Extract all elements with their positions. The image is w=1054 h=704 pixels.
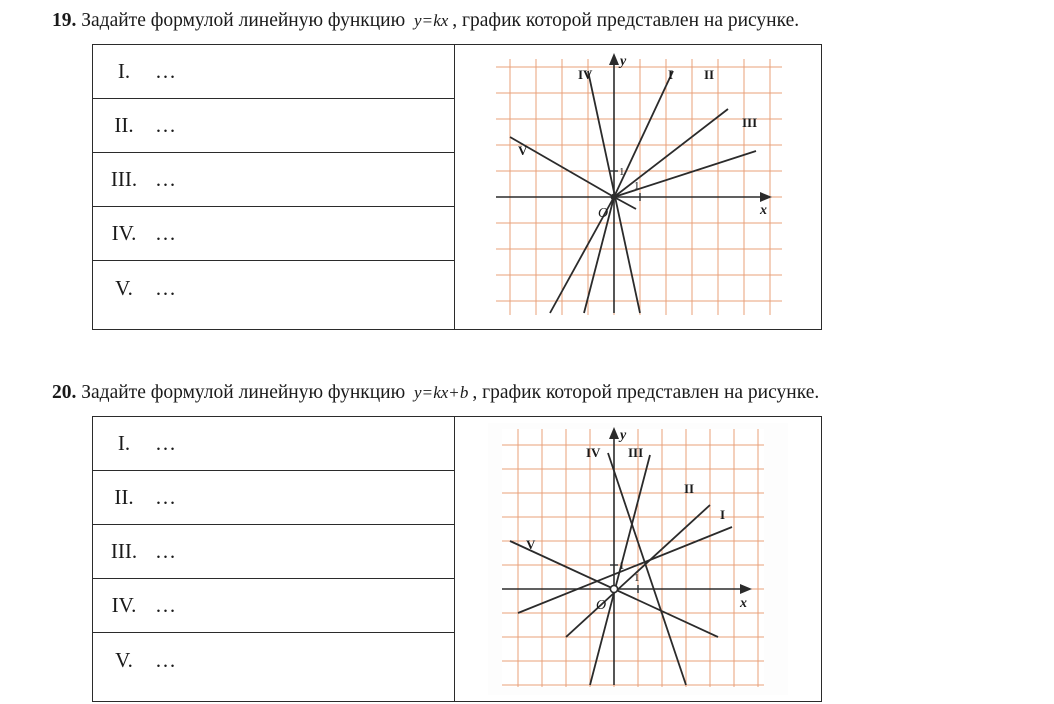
list-item[interactable] — [93, 417, 454, 471]
answer-label: II. — [114, 485, 134, 509]
task-19 — [0, 8, 1054, 330]
answer-label: II. — [114, 113, 134, 137]
y-axis-label: y — [620, 428, 627, 443]
task-20-figure — [488, 423, 788, 695]
list-item[interactable] — [93, 261, 454, 315]
origin-point — [611, 194, 618, 201]
answer-value: … — [155, 113, 177, 137]
task-20 — [0, 380, 1054, 702]
list-item[interactable] — [93, 633, 454, 687]
task-20-figure-cell — [455, 417, 821, 701]
line-label-IV: IV — [586, 445, 601, 460]
list-item[interactable] — [93, 579, 454, 633]
line-label-III: III — [742, 115, 758, 130]
task-19-answer-list — [93, 45, 455, 329]
list-item[interactable] — [93, 153, 454, 207]
task-20-statement — [52, 380, 1054, 406]
task-19-number: 19. — [52, 10, 77, 31]
task-19-body — [92, 44, 822, 330]
answer-label: IV. — [111, 221, 137, 245]
line-label-I: I — [720, 507, 726, 522]
list-item[interactable] — [93, 471, 454, 525]
coordinate-plane-20 — [488, 423, 788, 695]
line-label-I: I — [668, 67, 674, 82]
origin-label: O — [598, 206, 609, 221]
task-19-text-after: , график которой представлен на рисунке. — [452, 10, 800, 31]
line-label-IV: IV — [578, 67, 593, 82]
list-item[interactable] — [93, 45, 454, 99]
list-item[interactable] — [93, 207, 454, 261]
task-20-answer-list — [93, 417, 455, 701]
line-label-V: V — [518, 143, 528, 158]
answer-label: V. — [115, 275, 133, 300]
answer-label: I. — [117, 431, 131, 455]
answer-value: … — [155, 59, 177, 83]
answer-value: … — [155, 593, 177, 617]
task-20-text-before: Задайте формулой линейную функцию — [81, 382, 406, 403]
task-20-number: 20. — [52, 382, 77, 403]
unit-label-x: 1 — [634, 180, 640, 192]
task-20-text-after: , график которой представлен на рисунке. — [472, 382, 820, 403]
answer-label: III. — [110, 167, 138, 191]
answer-value: … — [155, 431, 177, 455]
answer-label: IV. — [111, 593, 137, 617]
task-20-formula: y=kx+b — [414, 383, 469, 402]
line-label-II: II — [684, 481, 695, 496]
task-19-formula: y=kx — [414, 11, 449, 30]
task-19-statement — [52, 8, 1054, 34]
answer-value: … — [155, 221, 177, 245]
list-item[interactable] — [93, 525, 454, 579]
answer-value: … — [155, 167, 177, 191]
line-label-V: V — [526, 537, 536, 552]
y-axis-label: y — [620, 54, 627, 69]
unit-label-y: 1 — [619, 560, 625, 572]
task-19-text-before: Задайте формулой линейную функцию — [81, 10, 406, 31]
task-19-figure — [488, 51, 788, 323]
answer-value: … — [155, 275, 177, 300]
answer-value: … — [155, 485, 177, 509]
list-item[interactable] — [93, 99, 454, 153]
answer-value: … — [155, 539, 177, 563]
origin-label: O — [596, 598, 607, 613]
line-label-II: II — [704, 67, 715, 82]
x-axis-label: x — [760, 203, 767, 218]
origin-point — [610, 585, 617, 592]
task-19-figure-cell — [455, 45, 821, 329]
coordinate-plane-19 — [488, 51, 788, 323]
answer-label: I. — [117, 59, 131, 83]
answer-value: … — [155, 647, 177, 672]
answer-label: V. — [115, 647, 133, 672]
x-axis-label: x — [740, 596, 747, 611]
line-label-III: III — [628, 445, 644, 460]
task-20-body — [92, 416, 822, 702]
unit-label-x: 1 — [634, 572, 640, 584]
answer-label: III. — [110, 539, 138, 563]
unit-label-y: 1 — [619, 166, 625, 178]
